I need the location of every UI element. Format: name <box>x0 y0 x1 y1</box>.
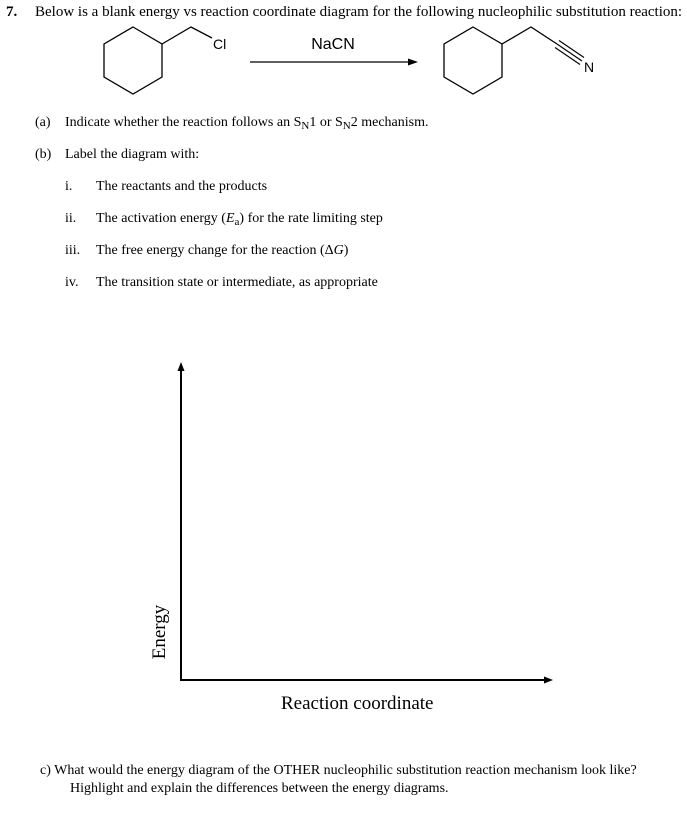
part-c-line-2: Highlight and explain the differences between the energy diagrams. <box>70 781 449 796</box>
item-ii-numeral: ii. <box>65 211 77 226</box>
x-axis-label: Reaction coordinate <box>281 693 434 714</box>
question-number: 7. <box>6 4 18 20</box>
part-c-line-1: c) What would the energy diagram of the OTHER nucleophilic substitution reaction mechanism look like? <box>40 763 637 778</box>
reactant-cyclohexane-ring <box>104 27 162 94</box>
nitrogen-atom-label: N <box>584 59 595 75</box>
part-c-question <box>40 762 637 798</box>
item-iii-text: The free energy change for the reaction (ΔG) <box>96 243 349 258</box>
reagent-label: NaCN <box>311 36 355 53</box>
chlorine-atom-label: Cl <box>213 36 227 52</box>
item-iv-numeral: iv. <box>65 275 79 290</box>
product-side-chain <box>502 27 557 44</box>
product-cyclohexane-ring <box>444 27 502 94</box>
x-axis-arrowhead <box>544 677 553 684</box>
item-i-numeral: i. <box>65 179 73 194</box>
part-b-label: (b) <box>35 147 52 162</box>
question-intro: Below is a blank energy vs reaction coordinate diagram for the following nucleophilic substitution reaction: <box>35 4 683 20</box>
item-iii-numeral: iii. <box>65 243 81 258</box>
y-axis-arrowhead <box>178 362 185 371</box>
reaction-arrowhead <box>408 59 418 66</box>
part-b-text: Label the diagram with: <box>65 147 200 162</box>
item-ii-text: The activation energy $(E_a)$ for the rate limiting step <box>96 211 383 228</box>
reaction-scheme <box>0 0 687 110</box>
part-a-text: Indicate whether the reaction follows an $S_N1$ or $S_N2$ mechanism. <box>65 115 429 132</box>
nitrile-triple-bond <box>555 41 584 65</box>
energy-diagram <box>0 355 687 695</box>
y-axis-label: Energy <box>149 604 170 660</box>
item-iv-text: The transition state or intermediate, as appropriate <box>96 275 378 290</box>
reactant-side-chain <box>162 27 212 44</box>
part-a-label: (a) <box>35 115 51 130</box>
item-i-text: The reactants and the products <box>96 179 268 194</box>
